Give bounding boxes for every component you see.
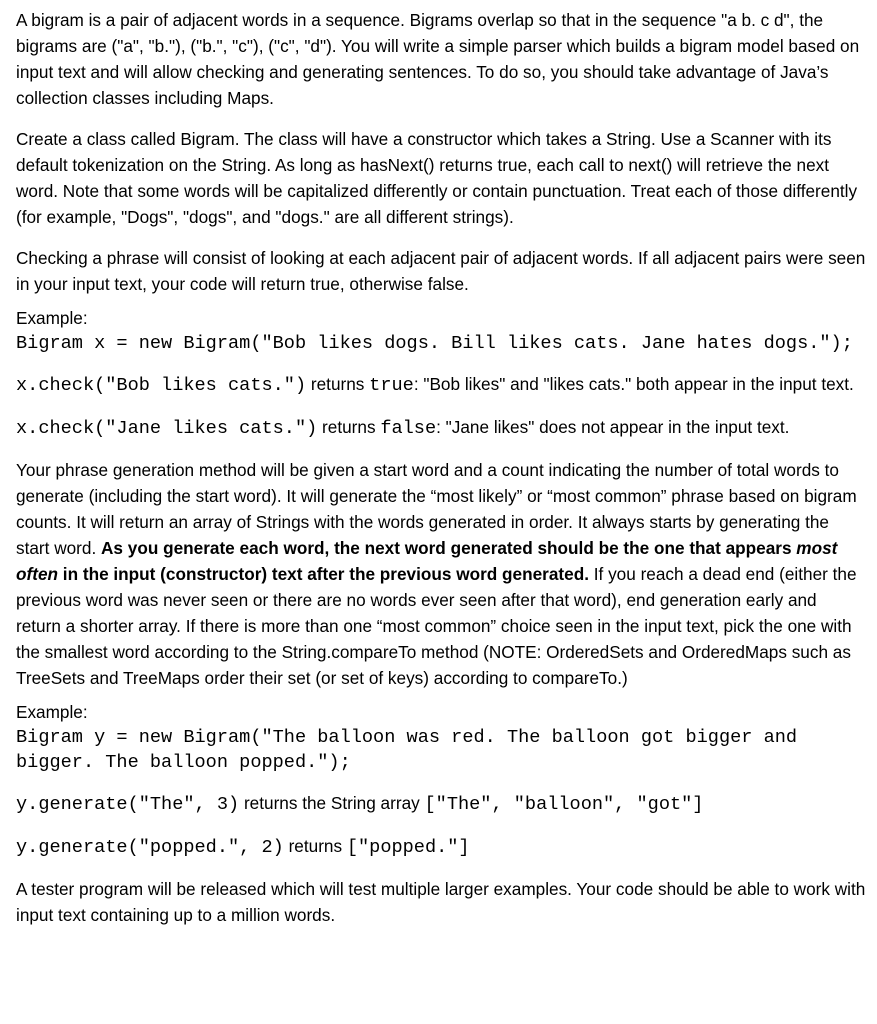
bold-rule-text: As you generate each word, the next word generated should be the one that appears	[101, 538, 797, 558]
check-call-code: x.check("Jane likes cats.")	[16, 418, 318, 439]
example-label: Example:	[16, 308, 88, 328]
returns-text: returns	[283, 836, 347, 856]
generate-call-code: y.generate("The", 3)	[16, 794, 240, 815]
generate-example-1	[16, 790, 866, 818]
returns-text: returns	[306, 374, 370, 394]
check-call-code: x.check("Bob likes cats.")	[16, 375, 307, 396]
bold-italic-emphasis: most often	[16, 538, 838, 584]
return-value: true	[369, 375, 414, 396]
check-explanation: : "Bob likes" and "likes cats." both appear in the input text.	[413, 374, 854, 394]
example-check-section	[16, 305, 866, 442]
document-body	[16, 7, 866, 943]
return-value: ["popped."]	[346, 837, 470, 858]
check-example-1	[16, 371, 866, 399]
generation-rest-text: If you reach a dead end (either the previous word was never seen or there are no words ever seen after that word), end generation early and return a shorter array. If there is more than one “most common” choice seen in the input text, pick the one with the smallest word according to the String.compareTo method (NOTE: OrderedSets and OrderedMaps such as TreeSets and TreeMaps order their set (or set of keys) according to compareTo.)	[16, 564, 857, 688]
returns-text: returns	[317, 417, 381, 437]
return-value: false	[380, 418, 437, 439]
check-example-2	[16, 414, 866, 442]
example-constructor-code: Bigram y = new Bigram("The balloon was red. The balloon got bigger and bigger. The balloon popped.");	[16, 727, 809, 773]
example-label: Example:	[16, 702, 88, 722]
return-value: ["The", "balloon", "got"]	[424, 794, 704, 815]
check-explanation: : "Jane likes" does not appear in the input text.	[436, 417, 790, 437]
class-description-paragraph: Create a class called Bigram. The class will have a constructor which takes a String. Use a Scanner with its default tokenization on the String. As long as hasNext() returns true, each call to next() will retrieve the next word. Note that some words will be capitalized differently or contain punctuation. Treat each of those differently (for example, "Dogs", "dogs", and "dogs." are all different strings).	[16, 129, 858, 227]
bold-rule-text-end: in the input (constructor) text after the previous word generated.	[58, 564, 589, 584]
generation-intro-text: Your phrase generation method will be given a start word and a count indicating the number of total words to generate (including the start word). It will generate the “most likely” or “most common” phrase based on bigram counts. It will return an array of Strings with the words generated in order. It always starts by generating the start word.	[16, 460, 857, 558]
check-description-paragraph: Checking a phrase will consist of looking at each adjacent pair of adjacent words. If all adjacent pairs were seen in your input text, your code will return true, otherwise false.	[16, 248, 866, 294]
example-constructor-code: Bigram x = new Bigram("Bob likes dogs. Bill likes cats. Jane hates dogs.");	[16, 333, 853, 354]
generate-example-2	[16, 833, 866, 861]
generation-description-paragraph	[16, 457, 866, 691]
intro-paragraph: A bigram is a pair of adjacent words in a sequence. Bigrams overlap so that in the sequence "a b. c d", the bigrams are ("a", "b."), ("b.", "c"), ("c", "d"). You will write a simple parser which builds a bigram model based on input text and will allow checking and generating sentences. To do so, you should take advantage of Java’s collection classes including Maps.	[16, 10, 860, 108]
tester-paragraph: A tester program will be released which will test multiple larger examples. Your code should be able to work with input text containing up to a million words.	[16, 879, 866, 925]
returns-text: returns the String array	[239, 793, 425, 813]
example-generate-section	[16, 699, 866, 861]
generate-call-code: y.generate("popped.", 2)	[16, 837, 284, 858]
